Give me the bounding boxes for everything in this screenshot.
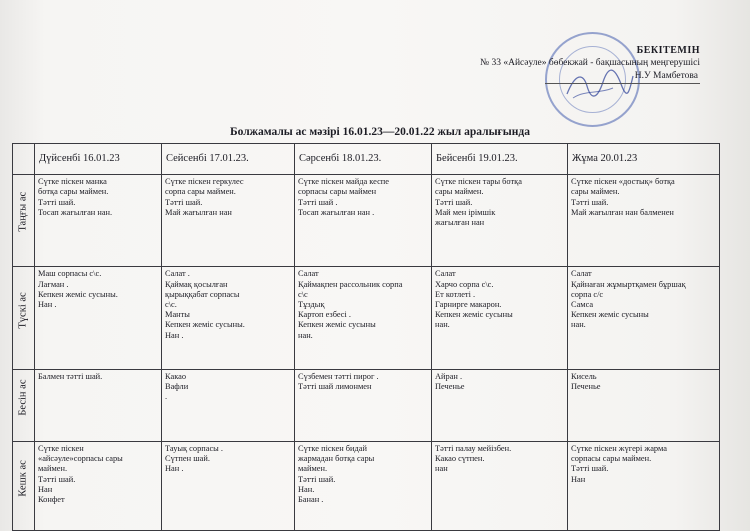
menu-line: Сүтке піскен геркулес (165, 177, 244, 187)
menu-cell (568, 442, 720, 531)
menu-line: нан. (435, 320, 450, 330)
menu-cell (35, 442, 162, 531)
menu-line: Тәтті шай. (38, 474, 76, 484)
corner-cell (13, 144, 35, 175)
menu-line: сорпа сары маймен. (165, 187, 236, 197)
menu-line: Кепкен жеміс сусыны (435, 310, 513, 320)
menu-line: нан. (298, 330, 313, 340)
menu-line: Тосап жағылған нан . (298, 207, 375, 217)
menu-line: Сүзбемен тәтті пирог . (298, 371, 379, 381)
menu-line: Тәтті шай. (435, 197, 473, 207)
menu-line: Самса (571, 300, 594, 310)
menu-line: Ет котлеті . (435, 289, 476, 299)
menu-line: Сүтке піскен жүгері жарма (571, 444, 667, 453)
menu-line: Салат . (165, 269, 190, 279)
menu-cell (162, 442, 295, 531)
menu-line: Кепкен жеміс сусыны. (165, 320, 245, 330)
menu-line: Май жағылған нан балменен (571, 207, 674, 217)
meal-label: Түскі ас (13, 267, 35, 369)
menu-line: Конфет (38, 495, 65, 505)
menu-line: Кепкен жеміс сусыны (571, 310, 649, 320)
menu-line: Тосап жағылған нан. (38, 207, 113, 217)
menu-cell (568, 175, 720, 267)
menu-line: маймен. (298, 464, 328, 474)
day-header: Дүйсенбі 16.01.23 (35, 144, 162, 175)
menu-line: Салат (298, 269, 319, 279)
menu-line: Салат (571, 269, 592, 279)
menu-line: сорпа с/с (571, 289, 604, 299)
menu-line: Маш сорпасы с\с. (38, 269, 102, 279)
menu-line: Тәтті шай лимонмен (298, 381, 372, 391)
menu-line: с\с (298, 289, 308, 299)
menu-line: Картоп езбесі . (298, 310, 352, 320)
menu-line: Тәтті палау мейізбен. (435, 444, 512, 453)
menu-line: Тәтті шай. (38, 197, 76, 207)
meal-label: Таңғы ас (13, 175, 35, 267)
menu-line: сорпасы сары маймен. (571, 454, 652, 464)
menu-line: Тәтті шай. (571, 197, 609, 207)
menu-line: Вафли (165, 381, 189, 391)
approval-signatory: Н.У Мамбетова (545, 70, 700, 84)
menu-cell (295, 369, 432, 441)
menu-line: Тәтті шай. (298, 474, 336, 484)
meal-row (13, 175, 720, 267)
menu-line: Тәтті шай . (298, 197, 338, 207)
menu-line: Нан . (38, 300, 57, 310)
menu-cell (295, 442, 432, 531)
approval-title: БЕКІТЕМІН (636, 45, 700, 56)
menu-line: Нан . (165, 330, 184, 340)
menu-line: Сүтке піскен манка (38, 177, 107, 187)
menu-line: Кисель (571, 371, 597, 381)
menu-line: Май жағылған нан (165, 207, 232, 217)
menu-line: Сүтпен шай. (165, 454, 210, 464)
menu-line: Май мен ірімшік (435, 207, 496, 217)
meal-row (13, 369, 720, 441)
menu-cell (162, 369, 295, 441)
menu-line: Гарнирге макарон. (435, 300, 502, 310)
day-header: Бейсенбі 19.01.23. (432, 144, 568, 175)
header-row (13, 144, 720, 175)
menu-line: жармадан ботқа сары (298, 454, 375, 464)
menu-cell (568, 267, 720, 369)
menu-line: Балмен тәтті шай. (38, 371, 103, 381)
menu-line: Сүтке піскен майда кеспе (298, 177, 389, 187)
meal-label: Бесін ас (13, 369, 35, 441)
menu-line: Банан . (298, 495, 324, 505)
menu-line: Печенье (435, 381, 465, 391)
menu-line: Тұздық (298, 300, 325, 310)
menu-line: Қайнаған жұмыртқамен бұршақ (571, 279, 686, 289)
meal-row (13, 442, 720, 531)
menu-line: Тәтті шай. (571, 464, 609, 474)
menu-line: Қаймақпен рассольник сорпа (298, 279, 403, 289)
menu-line: нан. (571, 320, 586, 330)
menu-line: Нан . (165, 464, 184, 474)
day-header: Сейсенбі 17.01.23. (162, 144, 295, 175)
menu-line: Печенье (571, 381, 601, 391)
meal-label: Кешк ас (13, 442, 35, 531)
menu-line: Сүтке піскен тары ботқа (435, 177, 522, 187)
menu-line: Сүтке піскен «достық» ботқа (571, 177, 675, 187)
menu-line: Харчо сорпа с\с. (435, 279, 494, 289)
menu-line: ботқа сары маймен. (38, 187, 109, 197)
menu-line: сары маймен. (435, 187, 484, 197)
menu-line: Нан. (298, 484, 315, 494)
menu-line: қырыққабат сорпасы (165, 289, 240, 299)
menu-line: «айсәуле»сорпасы сары (38, 454, 123, 464)
menu-line: нан (435, 464, 448, 474)
menu-line: с\с. (165, 300, 177, 310)
menu-line: жағылған нан (435, 217, 485, 227)
menu-cell (432, 369, 568, 441)
meal-row (13, 267, 720, 369)
approval-position: № 33 «Айсәуле» бөбекжай - бақшасының меңгерушісі (480, 58, 700, 68)
menu-cell (432, 175, 568, 267)
menu-line: Салат (435, 269, 456, 279)
menu-cell (35, 175, 162, 267)
menu-line: Кепкен жеміс сусыны (298, 320, 376, 330)
day-header: Сәрсенбі 18.01.23. (295, 144, 432, 175)
menu-line: Манты (165, 310, 190, 320)
menu-line: Кепкен жеміс сусыны. (38, 289, 118, 299)
menu-line: Айран . (435, 371, 463, 381)
menu-cell (35, 369, 162, 441)
menu-cell (432, 442, 568, 531)
menu-line: Какао сүтпен. (435, 454, 485, 464)
page-title: Болжамалы ас мәзірі 16.01.23—20.01.22 жыл аралығында (230, 126, 530, 138)
menu-line: Нан (38, 484, 53, 494)
menu-line: Какао (165, 371, 187, 381)
menu-cell (162, 267, 295, 369)
day-header: Жұма 20.01.23 (568, 144, 720, 175)
menu-cell (162, 175, 295, 267)
menu-cell (35, 267, 162, 369)
menu-line: Тәтті шай. (165, 197, 203, 207)
menu-line: сары маймен. (571, 187, 620, 197)
menu-line: Сүтке піскен (38, 444, 84, 453)
menu-cell (568, 369, 720, 441)
menu-line: Тауық сорпасы . (165, 444, 223, 453)
menu-line: . (165, 392, 168, 402)
menu-cell (295, 267, 432, 369)
menu-line: Сүтке піскен бидай (298, 444, 367, 453)
menu-cell (432, 267, 568, 369)
menu-line: Нан (571, 474, 586, 484)
menu-table (12, 143, 720, 531)
menu-cell (295, 175, 432, 267)
menu-line: Лағман . (38, 279, 69, 289)
approval-block (480, 44, 700, 84)
menu-line: маймен. (38, 464, 68, 474)
menu-line: Қаймақ қосылған (165, 279, 228, 289)
menu-line: сорпасы сары маймен (298, 187, 377, 197)
